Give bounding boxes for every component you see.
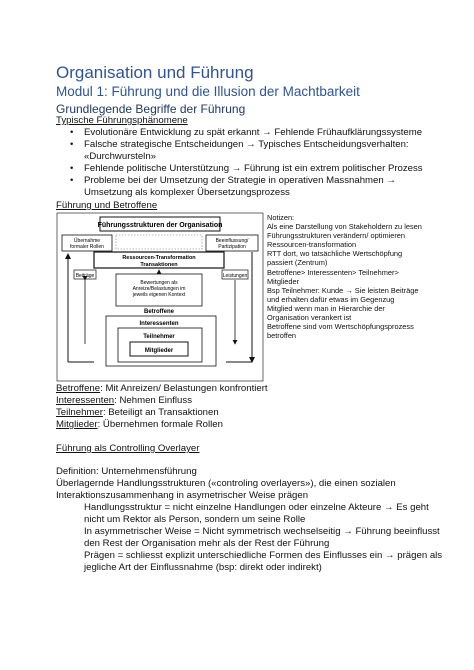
beitraege-text: Beiträge xyxy=(75,273,95,279)
bullet-item: • Probleme bei der Umsetzung der Strategie in operativen Massnahmen → Umsetzung als komplexer Übersetzungsprozess xyxy=(84,175,424,198)
mitglieder-label: Mitglieder xyxy=(144,348,174,354)
leistungen-text: Leistungen xyxy=(222,273,248,279)
definition-line xyxy=(56,395,192,407)
notes-title: Notizen: xyxy=(267,213,295,222)
definition-term: Mitglieder xyxy=(56,419,98,430)
left-box-text-2: formaler Rollen xyxy=(70,244,104,250)
indented-line: In asymmetrischer Weise = Nicht symmetrisch wechselseitig → Führung beeinflusst xyxy=(84,526,440,537)
indented-line: jegliche Art der Einflussnahme (bsp: direkt oder indirekt) xyxy=(84,562,322,573)
note-item: Als eine Darstellung von Stakeholdern zu lesen xyxy=(267,222,422,232)
controlling-line: Interaktionszusammenhang in asymetrischer Weise prägen xyxy=(56,490,309,501)
outer-title-text: Führungsstrukturen der Organisation xyxy=(97,222,223,229)
section-heading: Grundlegende Begriffe der Führung xyxy=(56,102,246,116)
controlling-line: Definition: Unternehmensführung xyxy=(56,466,197,477)
transactions-text: Transaktionen xyxy=(140,262,178,268)
indented-line: Handlungsstruktur = nicht einzelne Handlungen oder einzelne Akteure → Es geht xyxy=(84,502,429,513)
bewertungen-text-3: jeweils eigenen Kontext xyxy=(132,292,186,298)
controlling-line: Überlagernde Handlungsstrukturen («controling overlayers»), die einen sozialen xyxy=(56,478,396,489)
bewertungen-text-1: Bewertungen als xyxy=(140,280,178,286)
definition-term: Betroffene xyxy=(56,383,101,394)
bullet-item: • Evolutionäre Entwicklung zu spät erkannt → Fehlende Frühaufklärungssysteme xyxy=(84,127,424,139)
note-item: Betroffene sind vom Wertschöpfungsprozess betroffen xyxy=(267,322,414,341)
indented-line: Prägen = schliesst explizit unterschiedliche Formen des Einflusses ein → prägen als xyxy=(84,550,443,561)
page-title: Organisation und Führung xyxy=(56,63,254,82)
betroffene-label: Betroffene xyxy=(143,309,175,315)
definition-term: Interessenten xyxy=(56,395,115,406)
note-item: Betroffene> Interessenten> Teilnehmer> Mitglieder xyxy=(267,267,399,286)
indented-line: nicht um Rektor als Person, sondern um seine Rolle xyxy=(84,514,306,525)
definition-line xyxy=(56,383,268,395)
left-box-text-1: Übernahme xyxy=(73,238,101,244)
controlling-heading: Führung als Controlling Overlayer xyxy=(56,443,200,454)
note-item: Führungsstrukturen verändern/ optimieren Ressourcen-transformation xyxy=(267,231,406,250)
note-item: Mitglied wenn man in Hierarchie der Organisation verankert ist xyxy=(267,303,385,323)
right-box-text-1: Beeinflussung/ xyxy=(215,238,249,244)
teilnehmer-label: Teilnehmer xyxy=(143,334,175,340)
typical-heading: Typische Führungsphänomene xyxy=(56,115,188,126)
module-heading: Modul 1: Führung und die Illusion der Machtbarkeit xyxy=(56,84,360,99)
bullet-item: • Fehlende politische Unterstützung → Führung ist ein extrem politischer Prozess xyxy=(84,163,424,175)
stakeholder-diagram xyxy=(56,212,264,382)
definition-term: Teilnehmer xyxy=(56,407,103,418)
definition-line xyxy=(56,407,219,419)
indented-line: den Rest der Organisation mehr als der Rest der Führung xyxy=(84,538,330,549)
interessenten-label: Interessenten xyxy=(139,321,179,327)
betroffene-heading: Führung und Betroffene xyxy=(56,200,158,211)
definition-text: : Nehmen Einfluss xyxy=(114,395,192,406)
right-box-text-2: Partizipation xyxy=(218,244,246,250)
definition-text: : Mit Anreizen/ Belastungen konfrontiert xyxy=(100,383,268,394)
definition-text: : Beteiligt an Transaktionen xyxy=(102,407,219,418)
definition-text: : Übernehmen formale Rollen xyxy=(97,419,223,430)
definition-line xyxy=(56,419,223,431)
notes-panel xyxy=(267,213,427,340)
note-item: Bsp Teilnehmer: Kunde → Sie leisten Beiträge und erhalten dafür etwas im Gegenzug xyxy=(267,285,419,304)
bewertungen-text-2: Anreize/Belastungen im xyxy=(132,286,186,292)
note-item: RTT dort, wo tatsächliche Wertschöpfung passiert (Zentrum) xyxy=(267,249,403,268)
resources-text: Ressourcen-Transformation xyxy=(122,255,196,261)
bullet-item: • Falsche strategische Entscheidungen → Typisches Entscheidungsverhalten: «Durchwursteln» xyxy=(84,139,424,162)
